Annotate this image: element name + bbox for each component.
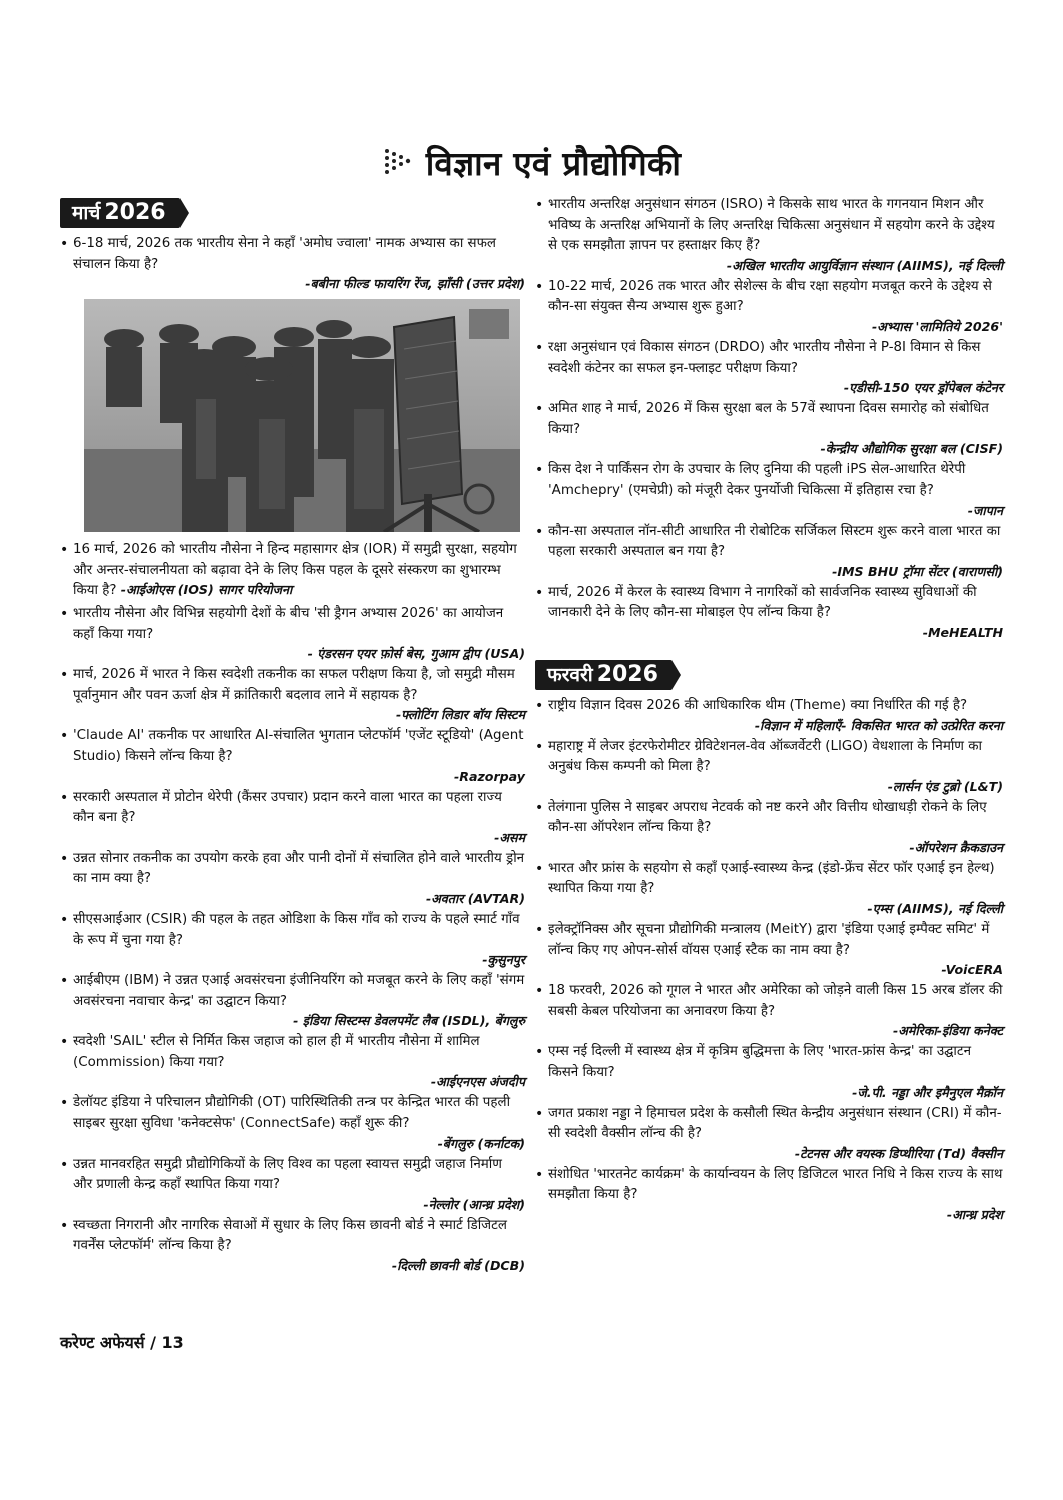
answer-text: -आन्ध्र प्रदेश — [946, 1207, 1003, 1222]
list-item — [535, 1042, 1003, 1101]
list-item — [60, 1032, 525, 1091]
answer-text: -अमेरिका-इंडिया कनेक्ट — [893, 1023, 1003, 1039]
list-item — [60, 1093, 525, 1152]
news-photo — [84, 299, 520, 532]
answer-text: -फ्लोटिंग लिडार बॉय सिस्टम — [395, 707, 525, 723]
list-item — [60, 1216, 525, 1275]
answer-text: -विज्ञान में महिलाएँ- विकसित भारत को उत्प्रेरित करना — [754, 717, 1003, 733]
list-item — [535, 460, 1003, 519]
answer-text: - एंडरसन एयर फ़ोर्स बेस, गुआम द्वीप (USA) — [307, 646, 525, 662]
question-text: मार्च, 2026 में भारत ने किस स्वदेशी तकनीक का सफल परीक्षण किया है, जो समुद्री मौसम पूर्वानुमान और पवन ऊर्जा क्षेत्र में क्रांतिकारी बदलाव लाने में सहायक है? — [73, 667, 515, 703]
month-year: 2026 — [104, 200, 166, 225]
list-item — [60, 1155, 525, 1214]
question-text: उन्नत मानवरहित समुद्री प्रौद्योगिकियों के लिए विश्व का पहला स्वायत्त समुद्री जहाज निर्माण और प्रणाली केन्द्र कहाँ स्थापित किया गया? — [73, 1156, 502, 1193]
month-label: फरवरी — [547, 663, 593, 686]
question-text: रक्षा अनुसंधान एवं विकास संगठन (DRDO) और भारतीय नौसेना ने P-8I विमान से किस स्वदेशी कंटेनर का सफल इन-फ्लाइट परीक्षण किया? — [548, 339, 981, 376]
question-text: इलेक्ट्रॉनिक्स और सूचना प्रौद्योगिकी मन्त्रालय (MeitY) द्वारा 'इंडिया एआई इम्पैक्ट समिट' में लॉन्च किए गए ओपन-सोर्स वॉयस एआई स्टैक का नाम क्या है? — [548, 922, 990, 958]
answer-text: -आईएनएस अंजदीप — [430, 1074, 525, 1090]
question-text: 'Claude AI' तकनीक पर आधारित AI-संचालित भुगतान प्लेटफॉर्म 'एजेंट स्टूडियो' (Agent Studio) किसने लॉन्च किया है? — [73, 728, 524, 764]
month-label: मार्च — [72, 202, 101, 224]
question-text: सीएसआईआर (CSIR) की पहल के तहत ओडिशा के किस गाँव को राज्य के पहले स्मार्ट गाँव के रूप में चुना गया है? — [73, 911, 520, 948]
list-item — [535, 522, 1003, 581]
answer-text: -Razorpay — [454, 768, 525, 784]
question-text: किस देश ने पार्किंसन रोग के उपचार के लिए दुनिया की पहली iPS सेल-आधारित थेरेपी 'Amchepry' (एमचेप्री) को मंजूरी देकर पुनर्योजी चिकित्सा में इतिहास रचा है? — [548, 462, 966, 498]
question-text: महाराष्ट्र में लेजर इंटरफेरोमीटर ग्रेविटेशनल-वेव ऑब्जर्वेटरी (LIGO) वेधशाला के निर्माण का अनुबंध किस कम्पनी को मिला है? — [548, 738, 982, 775]
question-text: आईबीएम (IBM) ने उन्नत एआई अवसंरचना इंजीनियरिंग को मजबूत करने के लिए कहाँ 'संगम अवसंरचना नवाचार केन्द्र' का उद्घाटन किया? — [73, 973, 525, 1009]
list-item — [60, 910, 525, 969]
answer-text: -आईओएस (IOS) सागर परियोजना — [120, 582, 293, 598]
answer-text: -जे.पी. नड्डा और इमैनुएल मैक्रॉन — [852, 1084, 1003, 1100]
question-text: 10-22 मार्च, 2026 तक भारत और सेशेल्स के बीच रक्षा सहयोग मजबूत करने के उद्देश्य से कौन-सा संयुक्त सैन्य अभ्यास शुरू हुआ? — [548, 278, 992, 315]
left-column — [60, 198, 525, 1277]
list-item — [535, 1165, 1003, 1224]
list-item — [535, 981, 1003, 1040]
list-item — [60, 971, 525, 1030]
answer-text: -VoicERA — [941, 962, 1003, 978]
list-item — [535, 338, 1003, 397]
answer-text: -अखिल भारतीय आयुर्विज्ञान संस्थान (AIIMS), नई दिल्ली — [726, 257, 1003, 273]
question-text: 16 मार्च, 2026 को भारतीय नौसेना ने हिन्द महासागर क्षेत्र (IOR) में समुद्री सुरक्षा, सहयोग और अन्तर-संचालनीयता को बढ़ावा देने के लिए किस पहल के दूसरे संस्करण का शुभारम्भ किया है? — [73, 542, 517, 599]
answer-text: -अभ्यास 'लामितिये 2026' — [871, 318, 1003, 334]
question-text: मार्च, 2026 में केरल के स्वास्थ्य विभाग ने नागरिकों को सार्वजनिक स्वास्थ्य सुविधाओं की जानकारी देने के लिए कौन-सा मोबाइल ऐप लॉन्च किया है? — [548, 584, 977, 621]
list-item — [535, 1104, 1003, 1163]
answer-text: -अवतार (AVTAR) — [425, 890, 525, 906]
list-item — [60, 234, 525, 293]
page-footer: करेण्ट अफेयर्स / 13 — [60, 1333, 184, 1352]
question-text: एम्स नई दिल्ली में स्वास्थ्य क्षेत्र में कृत्रिम बुद्धिमत्ता के लिए 'भारत-फ्रांस केन्द्र' का उद्घाटन किसने किया? — [548, 1044, 972, 1081]
list-item — [535, 399, 1003, 458]
list-item — [535, 696, 1003, 735]
list-item — [60, 540, 525, 602]
question-text: उन्नत सोनार तकनीक का उपयोग करके हवा और पानी दोनों में संचालित होने वाले भारतीय ड्रोन का नाम क्या है? — [73, 850, 525, 887]
list-item — [535, 583, 1003, 642]
answer-text: -ऑपरेशन क्रैकडाउन — [909, 839, 1003, 855]
question-text: भारतीय नौसेना और विभिन्न सहयोगी देशों के बीच 'सी ड्रैगन अभ्यास 2026' का आयोजन कहाँ किया गया? — [73, 605, 504, 642]
list-item — [60, 849, 525, 908]
question-text: भारतीय अन्तरिक्ष अनुसंधान संगठन (ISRO) ने किसके साथ भारत के गगनयान मिशन और भविष्य के अन्तरिक्ष अभियानों के लिए अन्तरिक्ष चिकित्सा अनुसंधान में सहयोग करने के उद्देश्य से एक समझौता ज्ञापन पर हस्ताक्षर किए हैं? — [548, 197, 995, 254]
answer-text: -कुसुनपुर — [482, 952, 525, 968]
month-badge-february — [535, 660, 672, 690]
list-item — [535, 920, 1003, 979]
answer-text: -दिल्ली छावनी बोर्ड (DCB) — [391, 1258, 525, 1274]
question-text: राष्ट्रीय विज्ञान दिवस 2026 की आधिकारिक थीम (Theme) क्या निर्धारित की गई है? — [548, 697, 968, 713]
list-item — [535, 798, 1003, 857]
question-text: 18 फरवरी, 2026 को गूगल ने भारत और अमेरिका को जोड़ने वाली किस 15 अरब डॉलर की सबसी केबल परियोजना का अनावरण किया है? — [548, 983, 1003, 1019]
answer-text: -टेटनस और वयस्क डिप्थीरिया (Td) वैक्सीन — [794, 1145, 1003, 1161]
answer-text: -एम्स (AIIMS), नई दिल्ली — [867, 901, 1003, 917]
page-title — [0, 140, 1063, 185]
list-item — [535, 859, 1003, 918]
answer-text: -केन्द्रीय औद्योगिक सुरक्षा बल (CISF) — [820, 441, 1003, 457]
page-title-text: विज्ञान एवं प्रौद्योगिकी — [425, 144, 682, 183]
answer-text: -जापान — [967, 502, 1003, 518]
list-item — [535, 195, 1003, 275]
list-item — [535, 277, 1003, 336]
list-item — [60, 788, 525, 847]
question-text: डेलॉयट इंडिया ने परिचालन प्रौद्योगिकी (OT) पारिस्थितिकी तन्त्र पर केन्द्रित भारत की पहली साइबर सुरक्षा सुविधा 'कनेक्टसेफ' (ConnectSafe) कहाँ शुरू की? — [73, 1095, 511, 1132]
answer-text: -IMS BHU ट्रॉमा सेंटर (वाराणसी) — [832, 563, 1003, 579]
dotted-arrow-icon — [382, 146, 416, 180]
list-item — [535, 737, 1003, 796]
answer-text: -लार्सन एंड टुब्रो (L&T) — [887, 778, 1003, 794]
question-text: तेलंगाना पुलिस ने साइबर अपराध नेटवर्क को नष्ट करने और वित्तीय धोखाधड़ी रोकने के लिए कौन-सा ऑपरेशन लॉन्च किया है? — [548, 799, 987, 836]
question-text: सरकारी अस्पताल में प्रोटोन थेरेपी (कैंसर उपचार) प्रदान करने वाला भारत का पहला राज्य कौन बना है? — [73, 789, 502, 826]
question-text: अमित शाह ने मार्च, 2026 में किस सुरक्षा बल के 57वें स्थापना दिवस समारोह को संबोधित किया? — [548, 401, 989, 437]
month-badge-march — [60, 198, 180, 228]
month-year: 2026 — [596, 661, 658, 687]
list-item — [60, 726, 525, 785]
soldiers-radar-photo-icon — [84, 299, 520, 532]
question-text: 6-18 मार्च, 2026 तक भारतीय सेना ने कहाँ 'अमोघ ज्वाला' नामक अभ्यास का सफल संचालन किया है? — [73, 236, 497, 272]
list-item — [60, 665, 525, 724]
answer-text: -बबीना फील्ड फायरिंग रेंज, झाँसी (उत्तर प्रदेश) — [305, 276, 525, 292]
question-text: स्वच्छता निगरानी और नागरिक सेवाओं में सुधार के लिए किस छावनी बोर्ड ने स्मार्ट डिजिटल गवर्नेंस प्लेटफॉर्म' लॉन्च किया है? — [73, 1217, 507, 1254]
answer-text: -असम — [494, 829, 525, 845]
question-text: भारत और फ्रांस के सहयोग से कहाँ एआई-स्वास्थ्य केन्द्र (इंडो-फ्रेंच सेंटर फॉर एआई इन हेल्थ) स्थापित किया गया है? — [548, 860, 995, 897]
list-item — [60, 604, 525, 663]
right-column — [535, 195, 1003, 1226]
answer-text: -नेल्लोर (आन्ध्र प्रदेश) — [423, 1196, 525, 1212]
question-text: कौन-सा अस्पताल नॉन-सीटी आधारित नी रोबोटिक सर्जिकल सिस्टम शुरू करने वाला भारत का पहला सरकारी अस्पताल बन गया है? — [548, 523, 1001, 560]
answer-text: - इंडिया सिस्टम्स डेवलपमेंट लैब (ISDL), बेंगलुरु — [293, 1013, 525, 1029]
answer-text: -MeHEALTH — [922, 624, 1003, 640]
question-text: संशोधित 'भारतनेट कार्यक्रम' के कार्यान्वयन के लिए डिजिटल भारत निधि ने किस राज्य के साथ समझौता किया है? — [548, 1166, 1003, 1203]
answer-text: -एडीसी-150 एयर ड्रॉपेबल कंटेनर — [843, 380, 1003, 396]
answer-text: -बेंगलुरु (कर्नाटक) — [437, 1135, 525, 1151]
question-text: जगत प्रकाश नड्डा ने हिमाचल प्रदेश के कसौली स्थित केन्द्रीय अनुसंधान संस्थान (CRI) में कौन-सी स्वदेशी वैक्सीन लॉन्च की है? — [548, 1105, 1002, 1142]
question-text: स्वदेशी 'SAIL' स्टील से निर्मित किस जहाज को हाल ही में भारतीय नौसेना में शामिल (Commission) किया गया? — [73, 1034, 480, 1070]
